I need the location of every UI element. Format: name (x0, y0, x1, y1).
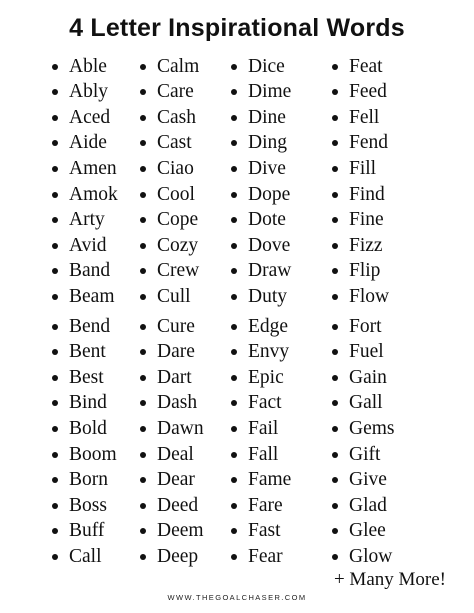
word-label: Dash (157, 392, 198, 414)
word-label: Bent (69, 341, 106, 363)
word-list-item (231, 233, 290, 258)
bullet-icon (332, 528, 338, 534)
bullet-icon (140, 426, 146, 432)
bullet-icon (52, 452, 58, 458)
word-label: Arty (69, 209, 105, 231)
word-list-item (140, 544, 198, 569)
bullet-icon (332, 217, 338, 223)
bullet-icon (332, 268, 338, 274)
word-label: Band (69, 260, 111, 282)
word-label: Care (157, 81, 194, 103)
word-label: Deed (157, 494, 199, 516)
bullet-icon (52, 192, 58, 198)
bullet-icon (332, 294, 338, 300)
word-label: Glee (349, 520, 386, 542)
word-label: Give (349, 469, 387, 491)
bullet-icon (52, 426, 58, 432)
word-list-item (52, 131, 107, 156)
word-list-item (231, 340, 289, 365)
word-list-item (52, 156, 117, 181)
word-list-item (140, 80, 194, 105)
bullet-icon (140, 115, 146, 121)
word-label: Epic (248, 366, 284, 388)
word-list-item (332, 416, 395, 441)
bullet-icon (231, 64, 237, 70)
word-list-item (231, 519, 281, 544)
bullet-icon (140, 477, 146, 483)
bullet-icon (332, 115, 338, 121)
word-list-item (332, 284, 389, 309)
word-list-item (231, 156, 286, 181)
footer-website: WWW.THEGOALCHASER.COM (167, 593, 307, 602)
word-label: Dice (248, 55, 285, 77)
word-label: Ably (69, 81, 108, 103)
word-list-item (231, 284, 287, 309)
word-list-item (140, 519, 204, 544)
word-label: Dope (248, 183, 291, 205)
word-list-item (332, 340, 384, 365)
word-list-item (332, 208, 384, 233)
page-title: 4 Letter Inspirational Words (69, 14, 405, 42)
word-list-item (140, 468, 195, 493)
bullet-icon (140, 324, 146, 330)
bullet-icon (140, 217, 146, 223)
bullet-icon (231, 426, 237, 432)
bullet-icon (332, 375, 338, 381)
word-list-item (52, 493, 107, 518)
bullet-icon (231, 324, 237, 330)
word-label: Fail (248, 417, 279, 439)
bullet-icon (52, 217, 58, 223)
word-label: Cope (157, 209, 199, 231)
bullet-icon (52, 477, 58, 483)
word-label: Dare (157, 341, 195, 363)
word-label: Flip (349, 260, 381, 282)
word-list-item (231, 314, 288, 339)
word-label: Aide (69, 132, 107, 154)
bullet-icon (231, 349, 237, 355)
word-list-item (140, 340, 195, 365)
word-list-item (52, 468, 108, 493)
word-list-item (140, 233, 198, 258)
bullet-icon (332, 426, 338, 432)
bullet-icon (140, 294, 146, 300)
word-label: Cool (157, 183, 195, 205)
word-label: Glow (349, 545, 393, 567)
word-label: Gain (349, 366, 387, 388)
word-label: Dawn (157, 417, 204, 439)
bullet-icon (231, 217, 237, 223)
word-list-item (52, 105, 110, 130)
word-list-item (231, 493, 283, 518)
word-label: Fame (248, 469, 292, 491)
word-label: Dote (248, 209, 286, 231)
word-label: Dive (248, 157, 286, 179)
bullet-icon (52, 64, 58, 70)
word-label: Deem (157, 520, 204, 542)
bullet-icon (332, 64, 338, 70)
word-list-item (231, 80, 291, 105)
word-label: Cure (157, 315, 195, 337)
bullet-icon (332, 503, 338, 509)
word-label: Dine (248, 106, 286, 128)
bullet-icon (231, 528, 237, 534)
word-label: Find (349, 183, 385, 205)
word-label: Envy (248, 341, 290, 363)
word-label: Cash (157, 106, 196, 128)
word-list-item (231, 259, 291, 284)
word-list-item (140, 156, 194, 181)
word-list-item (231, 182, 290, 207)
word-list-item (332, 182, 385, 207)
word-label: Calm (157, 55, 200, 77)
word-list-item (332, 156, 376, 181)
word-label: Dime (248, 81, 292, 103)
word-list-item (231, 544, 283, 569)
word-list-item (332, 391, 383, 416)
word-list-item (231, 365, 284, 390)
word-list-item (140, 365, 192, 390)
bullet-icon (231, 89, 237, 95)
word-label: Gems (349, 417, 395, 439)
word-label: Dear (157, 469, 195, 491)
word-list-item (52, 233, 107, 258)
bullet-icon (332, 89, 338, 95)
word-list-item (52, 182, 118, 207)
word-list-item (332, 468, 387, 493)
word-list-item (231, 131, 287, 156)
word-list-item (332, 259, 380, 284)
word-list-item (140, 131, 192, 156)
word-list-item (332, 131, 388, 156)
word-label: Feed (349, 81, 387, 103)
many-more-label: + Many More! (333, 569, 446, 590)
word-list-item (332, 233, 383, 258)
word-list-item (52, 365, 104, 390)
bullet-icon (140, 528, 146, 534)
word-list-item (140, 284, 191, 309)
word-list-item (52, 284, 114, 309)
word-list-item (140, 182, 195, 207)
bullet-icon (140, 166, 146, 172)
bullet-icon (140, 452, 146, 458)
word-list-item (332, 442, 380, 467)
word-list-item (231, 105, 286, 130)
bullet-icon (332, 192, 338, 198)
bullet-icon (52, 349, 58, 355)
word-label: Fear (248, 545, 283, 567)
bullet-icon (231, 140, 237, 146)
bullet-icon (332, 243, 338, 249)
word-label: Cull (157, 285, 191, 307)
bullet-icon (140, 349, 146, 355)
word-list-item (231, 416, 278, 441)
word-label: Gall (349, 392, 383, 414)
bullet-icon (52, 554, 58, 560)
word-label: Gift (349, 443, 381, 465)
word-label: Fizz (349, 234, 383, 256)
word-list-item (332, 544, 392, 569)
word-label: Able (69, 55, 107, 77)
word-label: Dove (248, 234, 291, 256)
bullet-icon (231, 268, 237, 274)
word-label: Deep (157, 545, 199, 567)
word-label: Fast (248, 520, 281, 542)
word-label: Fell (349, 106, 380, 128)
word-label: Ding (248, 132, 287, 154)
bullet-icon (231, 554, 237, 560)
bullet-icon (140, 268, 146, 274)
word-label: Cast (157, 132, 192, 154)
bullet-icon (231, 503, 237, 509)
word-list-item (52, 544, 102, 569)
word-list-item (140, 493, 198, 518)
word-list-item (231, 442, 278, 467)
bullet-icon (231, 294, 237, 300)
word-list-item (140, 314, 195, 339)
bullet-icon (52, 324, 58, 330)
bullet-icon (52, 140, 58, 146)
word-label: Bind (69, 392, 107, 414)
bullet-icon (140, 192, 146, 198)
bullet-icon (231, 192, 237, 198)
word-list-item (52, 208, 105, 233)
bullet-icon (52, 89, 58, 95)
word-label: Boss (69, 494, 107, 516)
word-label: Best (69, 366, 104, 388)
bullet-icon (140, 375, 146, 381)
word-list-item (332, 519, 386, 544)
word-list-item (332, 80, 387, 105)
word-label: Draw (248, 260, 292, 282)
bullet-icon (52, 243, 58, 249)
bullet-icon (231, 477, 237, 483)
bullet-icon (140, 400, 146, 406)
word-label: Crew (157, 260, 200, 282)
word-list-item (140, 416, 204, 441)
word-list-item (231, 468, 291, 493)
word-label: Bend (69, 315, 111, 337)
word-list-item (52, 314, 110, 339)
word-label: Fort (349, 315, 382, 337)
word-list-item (332, 54, 383, 79)
word-list-item (52, 340, 106, 365)
bullet-icon (332, 349, 338, 355)
word-list-item (140, 391, 197, 416)
word-label: Fill (349, 157, 377, 179)
word-label: Flow (349, 285, 390, 307)
word-list-item (231, 391, 282, 416)
bullet-icon (231, 115, 237, 121)
bullet-icon (140, 503, 146, 509)
word-label: Fare (248, 494, 283, 516)
word-label: Fine (349, 209, 384, 231)
word-label: Born (69, 469, 108, 491)
bullet-icon (52, 115, 58, 121)
word-label: Beam (69, 285, 115, 307)
bullet-icon (52, 528, 58, 534)
word-list-item (332, 493, 387, 518)
bullet-icon (332, 324, 338, 330)
bullet-icon (52, 400, 58, 406)
bullet-icon (231, 400, 237, 406)
bullet-icon (140, 89, 146, 95)
word-label: Aced (69, 106, 111, 128)
word-label: Amen (69, 157, 117, 179)
word-label: Fact (248, 392, 282, 414)
bullet-icon (332, 477, 338, 483)
word-list-item (231, 208, 286, 233)
bullet-icon (140, 554, 146, 560)
bullet-icon (332, 554, 338, 560)
word-label: Duty (248, 285, 287, 307)
word-label: Fuel (349, 341, 384, 363)
word-list-item (52, 80, 108, 105)
bullet-icon (140, 140, 146, 146)
word-list-item (332, 105, 379, 130)
bullet-icon (52, 268, 58, 274)
word-list-item (140, 442, 194, 467)
bullet-icon (231, 166, 237, 172)
word-label: Cozy (157, 234, 199, 256)
word-list-item (52, 442, 117, 467)
word-label: Call (69, 545, 102, 567)
word-label: Boom (69, 443, 117, 465)
word-list-item (140, 208, 198, 233)
word-list-item (52, 416, 107, 441)
word-list-item (140, 259, 199, 284)
bullet-icon (231, 243, 237, 249)
word-list-item (52, 259, 110, 284)
bullet-icon (52, 294, 58, 300)
bullet-icon (231, 452, 237, 458)
bullet-icon (332, 166, 338, 172)
bullet-icon (332, 452, 338, 458)
word-label: Amok (69, 183, 118, 205)
word-label: Fall (248, 443, 279, 465)
word-label: Avid (69, 234, 107, 256)
word-list-item (52, 391, 107, 416)
bullet-icon (332, 140, 338, 146)
bullet-icon (140, 64, 146, 70)
bullet-icon (52, 375, 58, 381)
word-label: Buff (69, 520, 105, 542)
word-label: Edge (248, 315, 289, 337)
word-list-item (332, 365, 387, 390)
bullet-icon (52, 166, 58, 172)
word-list-item (231, 54, 285, 79)
word-label: Ciao (157, 157, 194, 179)
bullet-icon (231, 375, 237, 381)
word-label: Glad (349, 494, 387, 516)
word-list-item (140, 54, 199, 79)
word-list-item (52, 54, 107, 79)
word-label: Dart (157, 366, 192, 388)
word-label: Feat (349, 55, 383, 77)
word-list-item (332, 314, 382, 339)
bullet-icon (52, 503, 58, 509)
word-label: Fend (349, 132, 388, 154)
bullet-icon (140, 243, 146, 249)
word-list-item (140, 105, 196, 130)
bullet-icon (332, 400, 338, 406)
word-list-item (52, 519, 104, 544)
word-label: Bold (69, 417, 107, 439)
word-label: Deal (157, 443, 194, 465)
